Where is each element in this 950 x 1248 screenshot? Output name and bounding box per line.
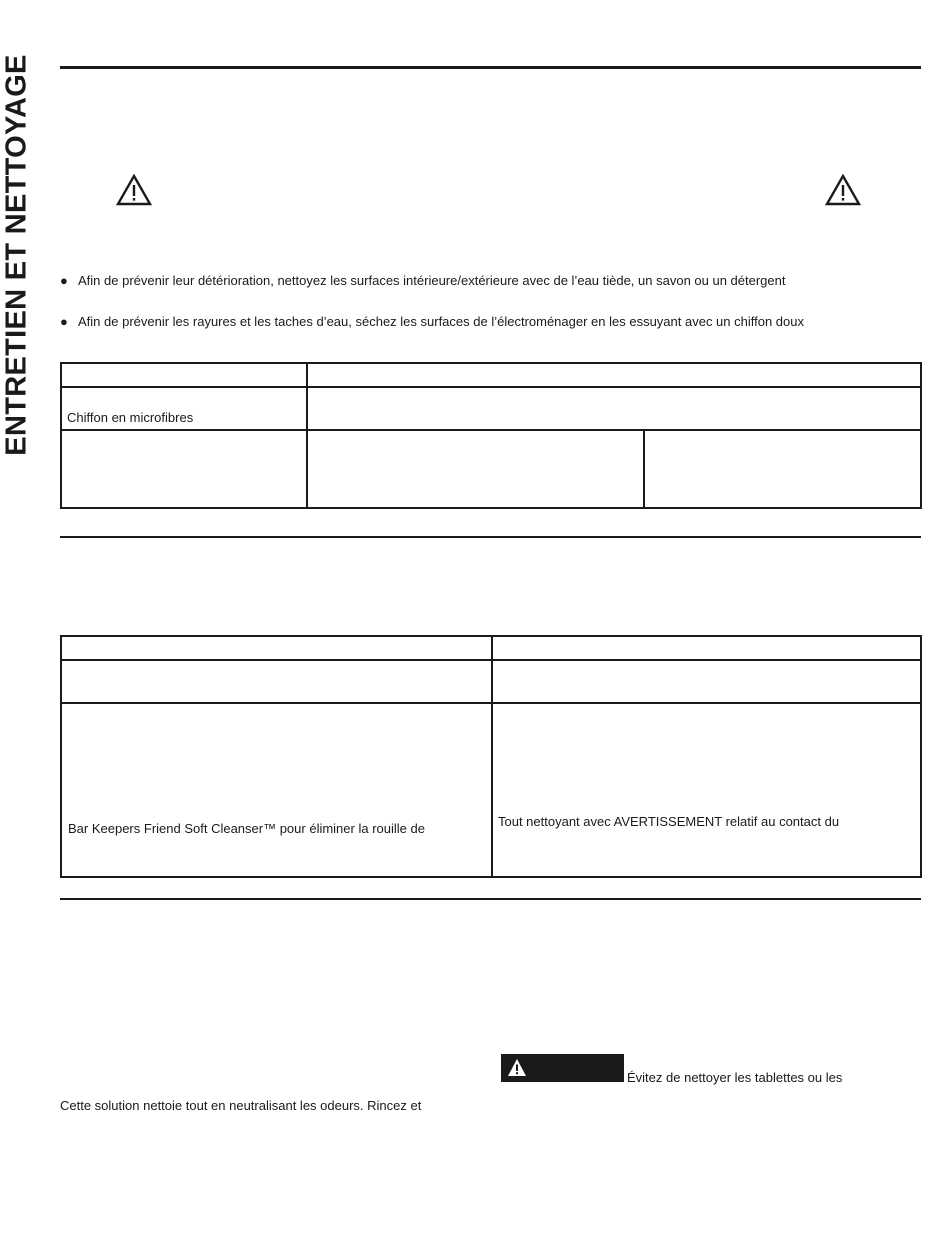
- side-section-title: [0, 30, 34, 480]
- body-text: Cette solution nettoie tout en neutralisant les odeurs. Rincez et: [60, 1098, 422, 1113]
- table-col-divider: [643, 429, 645, 509]
- table-cell: Chiffon en microfibres: [67, 410, 194, 425]
- cleaning-table-1: [60, 362, 922, 509]
- bullet-text: Afin de prévenir les rayures et les taches d’eau, séchez les surfaces de l’électroménager en les essuyant avec un chiffon doux: [78, 314, 805, 329]
- bullet-text: Afin de prévenir leur détérioration, nettoyez les surfaces intérieure/extérieure avec de l’eau tiède, un savon ou un détergent: [78, 273, 786, 288]
- table-cell: Bar Keepers Friend Soft Cleanser™ pour éliminer la rouille de: [68, 821, 425, 836]
- top-divider: [60, 66, 921, 69]
- table-row-divider: [60, 386, 922, 388]
- bullet-item: [60, 273, 785, 288]
- table-row-divider: [60, 429, 922, 431]
- side-title-text: ENTRETIEN ET NETTOYAGE: [0, 54, 33, 456]
- table-cell: Tout nettoyant avec AVERTISSEMENT relatif au contact du: [498, 814, 840, 829]
- section-divider: [60, 898, 921, 900]
- warning-triangle-icon: [116, 174, 152, 206]
- table-col-divider: [306, 362, 308, 509]
- warning-label-box: [501, 1054, 624, 1082]
- warning-text: Évitez de nettoyer les tablettes ou les: [627, 1070, 843, 1085]
- warning-triangle-icon: [825, 174, 861, 206]
- bullet-item: [60, 314, 804, 329]
- table-col-divider: [491, 635, 493, 878]
- section-divider: [60, 536, 921, 538]
- bullet-dot: ●: [60, 314, 68, 329]
- warning-triangle-icon: [507, 1058, 527, 1078]
- bullet-dot: ●: [60, 273, 68, 288]
